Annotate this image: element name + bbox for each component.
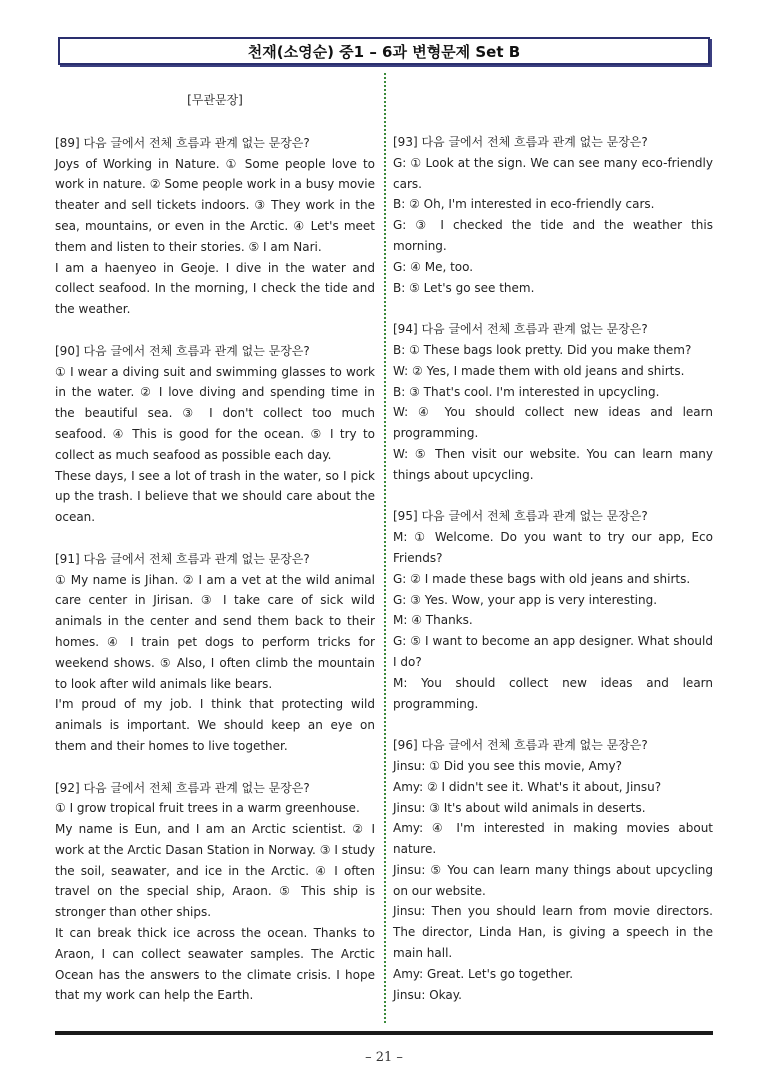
dialogue-line: B: ① These bags look pretty. Did you make them? (393, 342, 692, 357)
question-paragraph: It can break thick ice across the ocean. Thanks to Araon, I can collect seawater samples. The Arctic Ocean has the answers to the climate crisis. I hope that my work can help the Earth. (55, 926, 375, 1003)
question-96 (393, 735, 713, 1005)
question-prompt: [92] 다음 글에서 전체 흐름과 관계 없는 문장은? (55, 780, 310, 795)
question-prompt: [93] 다음 글에서 전체 흐름과 관계 없는 문장은? (393, 135, 648, 149)
bottom-rule (55, 1031, 713, 1035)
question-prompt: [95] 다음 글에서 전체 흐름과 관계 없는 문장은? (393, 509, 648, 524)
dialogue-line: W: ④ You should collect new ideas and learn programming. (393, 405, 713, 441)
dialogue-line: Jinsu: ⑤ You can learn many things about upcycling on our website. (393, 862, 713, 898)
question-paragraph: I am a haenyeo in Geoje. I dive in the water and collect seafood. In the morning, I check the tide and the weather. (55, 260, 375, 317)
dialogue-line: Jinsu: ① Did you see this movie, Amy? (393, 758, 623, 773)
question-92 (55, 778, 375, 1007)
question-paragraph: ① I wear a diving suit and swimming glasses to work in the water. ② I love diving and spending time in the beautiful sea. ③ I don't collect too much seafood. ④ This is good for the ocean. ⑤ I try to collect as much seafood as possible each day. (55, 364, 375, 462)
question-prompt: [89] 다음 글에서 전체 흐름과 관계 없는 문장은? (55, 135, 310, 150)
section-heading: [무관문장] (187, 93, 243, 107)
question-93 (393, 132, 713, 298)
dialogue-line: G: ③ I checked the tide and the weather this morning. (393, 218, 713, 253)
dialogue-line: B: ② Oh, I'm interested in eco-friendly cars. (393, 197, 655, 212)
column-divider (384, 73, 386, 1023)
question-94 (393, 319, 713, 485)
question-paragraph: ① My name is Jihan. ② I am a vet at the wild animal care center in Jirisan. ③ I take care of sick wild animals in the center and send them back to their homes. ④ I train pet dogs to perform tricks for weekend shows. ⑤ Also, I often climb the mountain to look after wild animals like bears. (55, 572, 375, 691)
question-95 (393, 506, 713, 714)
dialogue-line: M: You should collect new ideas and learn programming. (393, 675, 713, 711)
question-90 (55, 341, 375, 528)
question-prompt: [96] 다음 글에서 전체 흐름과 관계 없는 문장은? (393, 738, 648, 753)
dialogue-line: W: ⑤ Then visit our website. You can learn many things about upcycling. (393, 446, 713, 482)
question-91 (55, 549, 375, 757)
question-paragraph: I'm proud of my job. I think that protecting wild animals is important. We should keep an eye on them and their homes to live together. (55, 697, 375, 753)
page-title-box (58, 37, 710, 65)
question-paragraph: These days, I see a lot of trash in the water, so I pick up the trash. I believe that we should care about the ocean. (55, 468, 375, 525)
dialogue-line: G: ④ Me, too. (393, 259, 474, 274)
dialogue-line: G: ⑤ I want to become an app designer. What should I do? (393, 634, 713, 669)
dialogue-line: Amy: ② I didn't see it. What's it about, Jinsu? (393, 779, 662, 794)
left-column (55, 90, 375, 1027)
dialogue-line: G: ③ Yes. Wow, your app is very interesting. (393, 592, 658, 607)
dialogue-line: G: ① Look at the sign. We can see many eco-friendly cars. (393, 155, 713, 191)
dialogue-line: M: ④ Thanks. (393, 613, 473, 628)
dialogue-line: Jinsu: Okay. (393, 987, 462, 1002)
dialogue-line: Amy: Great. Let's go together. (393, 966, 574, 981)
right-column (393, 132, 713, 1026)
question-89 (55, 133, 375, 320)
question-prompt: [90] 다음 글에서 전체 흐름과 관계 없는 문장은? (55, 343, 310, 358)
dialogue-line: G: ② I made these bags with old jeans and shirts. (393, 571, 691, 586)
page-title: 천재(소영순) 중1 – 6과 변형문제 Set B (247, 42, 521, 61)
question-paragraph: My name is Eun, and I am an Arctic scientist. ② I work at the Arctic Dasan Station in Norway. ③ I study the soil, seawater, and ice in the Arctic. ④ I often travel on the special ship, Araon. ⑤ This ship is stronger than other ships. (55, 822, 375, 920)
dialogue-line: Amy: ④ I'm interested in making movies about nature. (393, 821, 713, 857)
dialogue-line: Jinsu: ③ It's about wild animals in deserts. (393, 800, 646, 815)
question-paragraph: ① I grow tropical fruit trees in a warm greenhouse. (55, 801, 360, 816)
question-prompt: [94] 다음 글에서 전체 흐름과 관계 없는 문장은? (393, 322, 648, 337)
dialogue-line: B: ⑤ Let's go see them. (393, 280, 535, 295)
dialogue-line: W: ② Yes, I made them with old jeans and shirts. (393, 363, 685, 378)
dialogue-line: Jinsu: Then you should learn from movie directors. The director, Linda Han, is giving a speech in the main hall. (393, 904, 713, 961)
dialogue-line: B: ③ That's cool. I'm interested in upcycling. (393, 384, 660, 399)
question-prompt: [91] 다음 글에서 전체 흐름과 관계 없는 문장은? (55, 551, 310, 566)
question-paragraph: Joys of Working in Nature. ① Some people love to work in nature. ② Some people work in a busy movie theater and sell tickets indoors. ③ They work in the sea, mountains, or even in the Arctic. ④ Let's meet them and listen to their stories. ⑤ I am Nari. (55, 156, 375, 254)
dialogue-line: M: ① Welcome. Do you want to try our app, Eco Friends? (393, 530, 713, 565)
page-number: – 21 – (365, 1050, 403, 1065)
